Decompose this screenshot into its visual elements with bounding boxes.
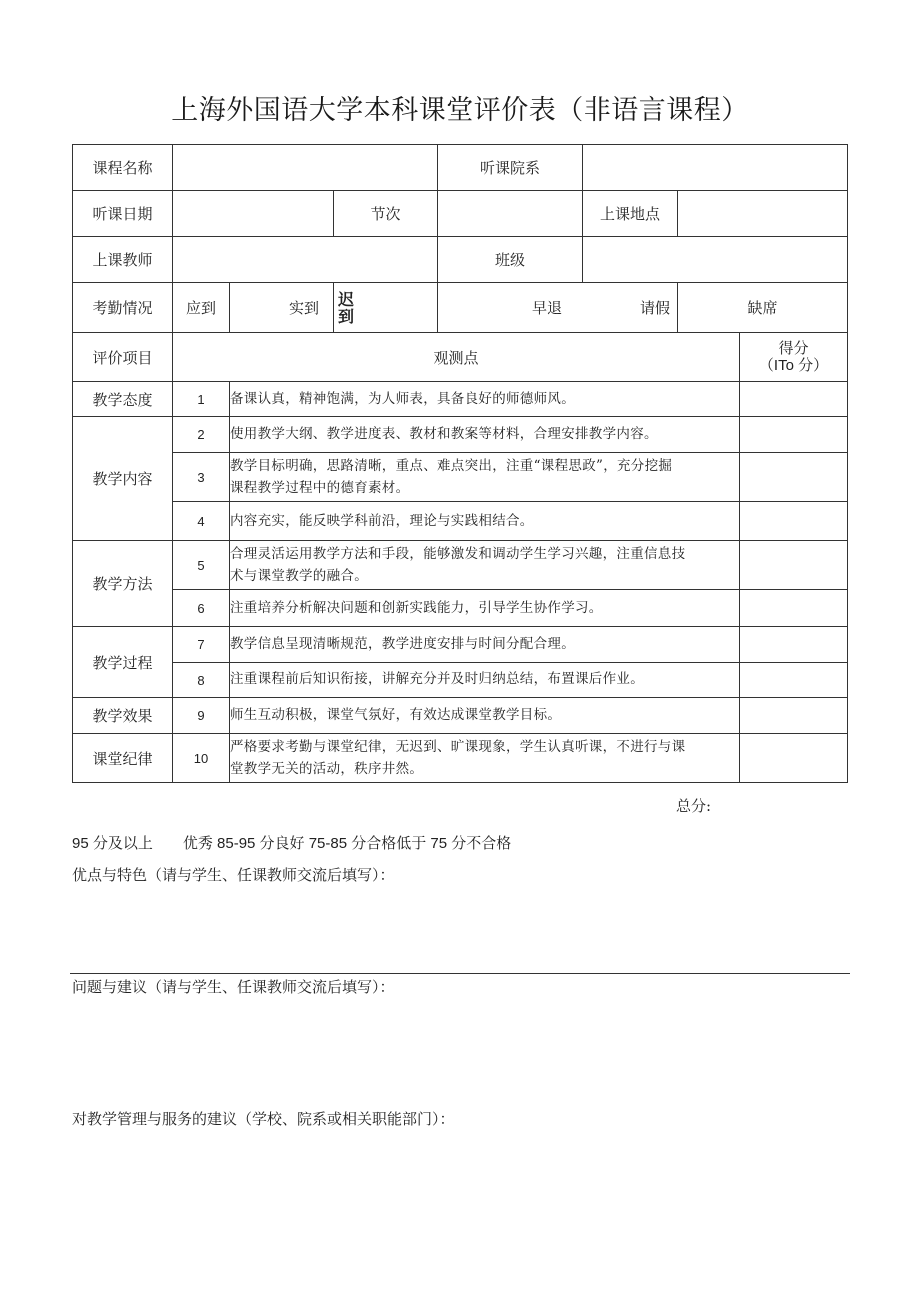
early-leave-label: 早退 bbox=[531, 299, 562, 317]
location-label: 上课地点 bbox=[599, 205, 660, 223]
criterion-text: 注重课程前后知识衔接，讲解充分并及时归纳总结，布置课后作业。 bbox=[230, 671, 644, 687]
score-field[interactable] bbox=[740, 698, 847, 733]
score-header-line1: 得分 bbox=[778, 339, 809, 357]
points-column-header: 观测点 bbox=[433, 348, 479, 367]
score-field[interactable] bbox=[740, 627, 847, 662]
category-method: 教学方法 bbox=[92, 575, 153, 593]
criterion-text: 合理灵活运用教学方法和手段，能够激发和调动学生学习兴趣，注重信息技 术与课堂教学的融合。 bbox=[230, 546, 686, 584]
late-label-bottom: 到 bbox=[338, 306, 355, 326]
criterion-text: 使用教学大纲、教学进度表、教材和教案等材料，合理安排教学内容。 bbox=[230, 426, 658, 442]
total-score-label: 总分: bbox=[676, 797, 712, 815]
strengths-underline bbox=[70, 973, 850, 974]
score-field[interactable] bbox=[740, 382, 847, 416]
criterion-text: 教学信息呈现清晰规范，教学进度安排与时间分配合理。 bbox=[230, 636, 575, 652]
management-label: 对教学管理与服务的建议（学校、院系或相关职能部门）： bbox=[72, 1110, 455, 1128]
score-field[interactable] bbox=[740, 663, 847, 697]
criterion-number: 4 bbox=[197, 513, 205, 529]
criterion-number: 1 bbox=[197, 391, 205, 407]
item-column-header: 评价项目 bbox=[92, 348, 153, 367]
date-field[interactable] bbox=[173, 191, 333, 236]
period-label: 节次 bbox=[370, 205, 401, 223]
strengths-area[interactable] bbox=[72, 888, 848, 972]
page-title: 上海外国语大学本科课堂评价表（非语言课程） bbox=[171, 95, 749, 126]
score-field[interactable] bbox=[740, 541, 847, 589]
present-label: 实到 bbox=[288, 299, 319, 317]
score-field[interactable] bbox=[740, 502, 847, 540]
score-field[interactable] bbox=[740, 417, 847, 452]
criterion-text: 备课认真，精神饱满，为人师表，具备良好的师德师风。 bbox=[230, 391, 575, 407]
dept-field[interactable] bbox=[583, 145, 847, 190]
criterion-text: 师生互动积极，课堂气氛好，有效达成课堂教学目标。 bbox=[230, 707, 562, 723]
criterion-text: 内容充实，能反映学科前沿，理论与实践相结合。 bbox=[230, 513, 534, 529]
criterion-number: 9 bbox=[197, 708, 205, 723]
score-field[interactable] bbox=[740, 734, 847, 782]
absent-label: 缺席 bbox=[747, 299, 778, 317]
class-field[interactable] bbox=[583, 237, 847, 282]
leave-label: 请假 bbox=[640, 299, 671, 317]
teacher-label: 上课教师 bbox=[92, 251, 153, 269]
score-field[interactable] bbox=[740, 453, 847, 501]
score-header-line2: （ITo 分） bbox=[758, 357, 829, 374]
attendance-label: 考勤情况 bbox=[92, 299, 153, 317]
course-name-field[interactable] bbox=[173, 145, 437, 190]
period-field[interactable] bbox=[438, 191, 582, 236]
issues-label: 问题与建议（请与学生、任课教师交流后填写）： bbox=[72, 978, 395, 996]
class-label: 班级 bbox=[494, 251, 525, 269]
strengths-label: 优点与特色（请与学生、任课教师交流后填写）： bbox=[72, 866, 395, 884]
course-name-label: 课程名称 bbox=[92, 159, 153, 177]
criterion-number: 8 bbox=[197, 672, 205, 688]
late-label-top: 迟 bbox=[338, 289, 355, 309]
expected-label: 应到 bbox=[185, 299, 216, 317]
grading-scale: 95 分及以上 优秀 85-95 分良好 75-85 分合格低于 75 分不合格 bbox=[72, 835, 512, 852]
category-effect: 教学效果 bbox=[92, 707, 153, 725]
issues-area[interactable] bbox=[72, 1000, 848, 1100]
criterion-text: 教学目标明确，思路清晰，重点、难点突出，注重“课程思政”，充分挖掘 课程教学过程中的德育素材。 bbox=[230, 458, 673, 496]
criterion-number: 10 bbox=[193, 750, 209, 766]
teacher-field[interactable] bbox=[173, 237, 437, 282]
criterion-number: 5 bbox=[197, 557, 205, 573]
dept-label: 听课院系 bbox=[479, 159, 540, 177]
category-process: 教学过程 bbox=[92, 653, 153, 672]
late-label bbox=[334, 285, 362, 330]
location-field[interactable] bbox=[678, 191, 847, 236]
criterion-number: 2 bbox=[197, 427, 205, 442]
criterion-text: 注重培养分析解决问题和创新实践能力，引导学生协作学习。 bbox=[230, 600, 603, 616]
date-label: 听课日期 bbox=[92, 205, 153, 223]
category-discipline: 课堂纪律 bbox=[92, 749, 153, 768]
category-content: 教学内容 bbox=[92, 470, 153, 488]
criterion-number: 3 bbox=[197, 469, 205, 485]
score-column-header bbox=[740, 333, 847, 381]
criterion-number: 6 bbox=[197, 600, 205, 616]
score-field[interactable] bbox=[740, 590, 847, 626]
criterion-text: 严格要求考勤与课堂纪律，无迟到、旷课现象，学生认真听课，不进行与课 堂教学无关的活动，秩序井然。 bbox=[230, 739, 686, 777]
criterion-number: 7 bbox=[197, 637, 205, 652]
category-attitude: 教学态度 bbox=[92, 390, 153, 409]
management-area[interactable] bbox=[72, 1134, 848, 1274]
